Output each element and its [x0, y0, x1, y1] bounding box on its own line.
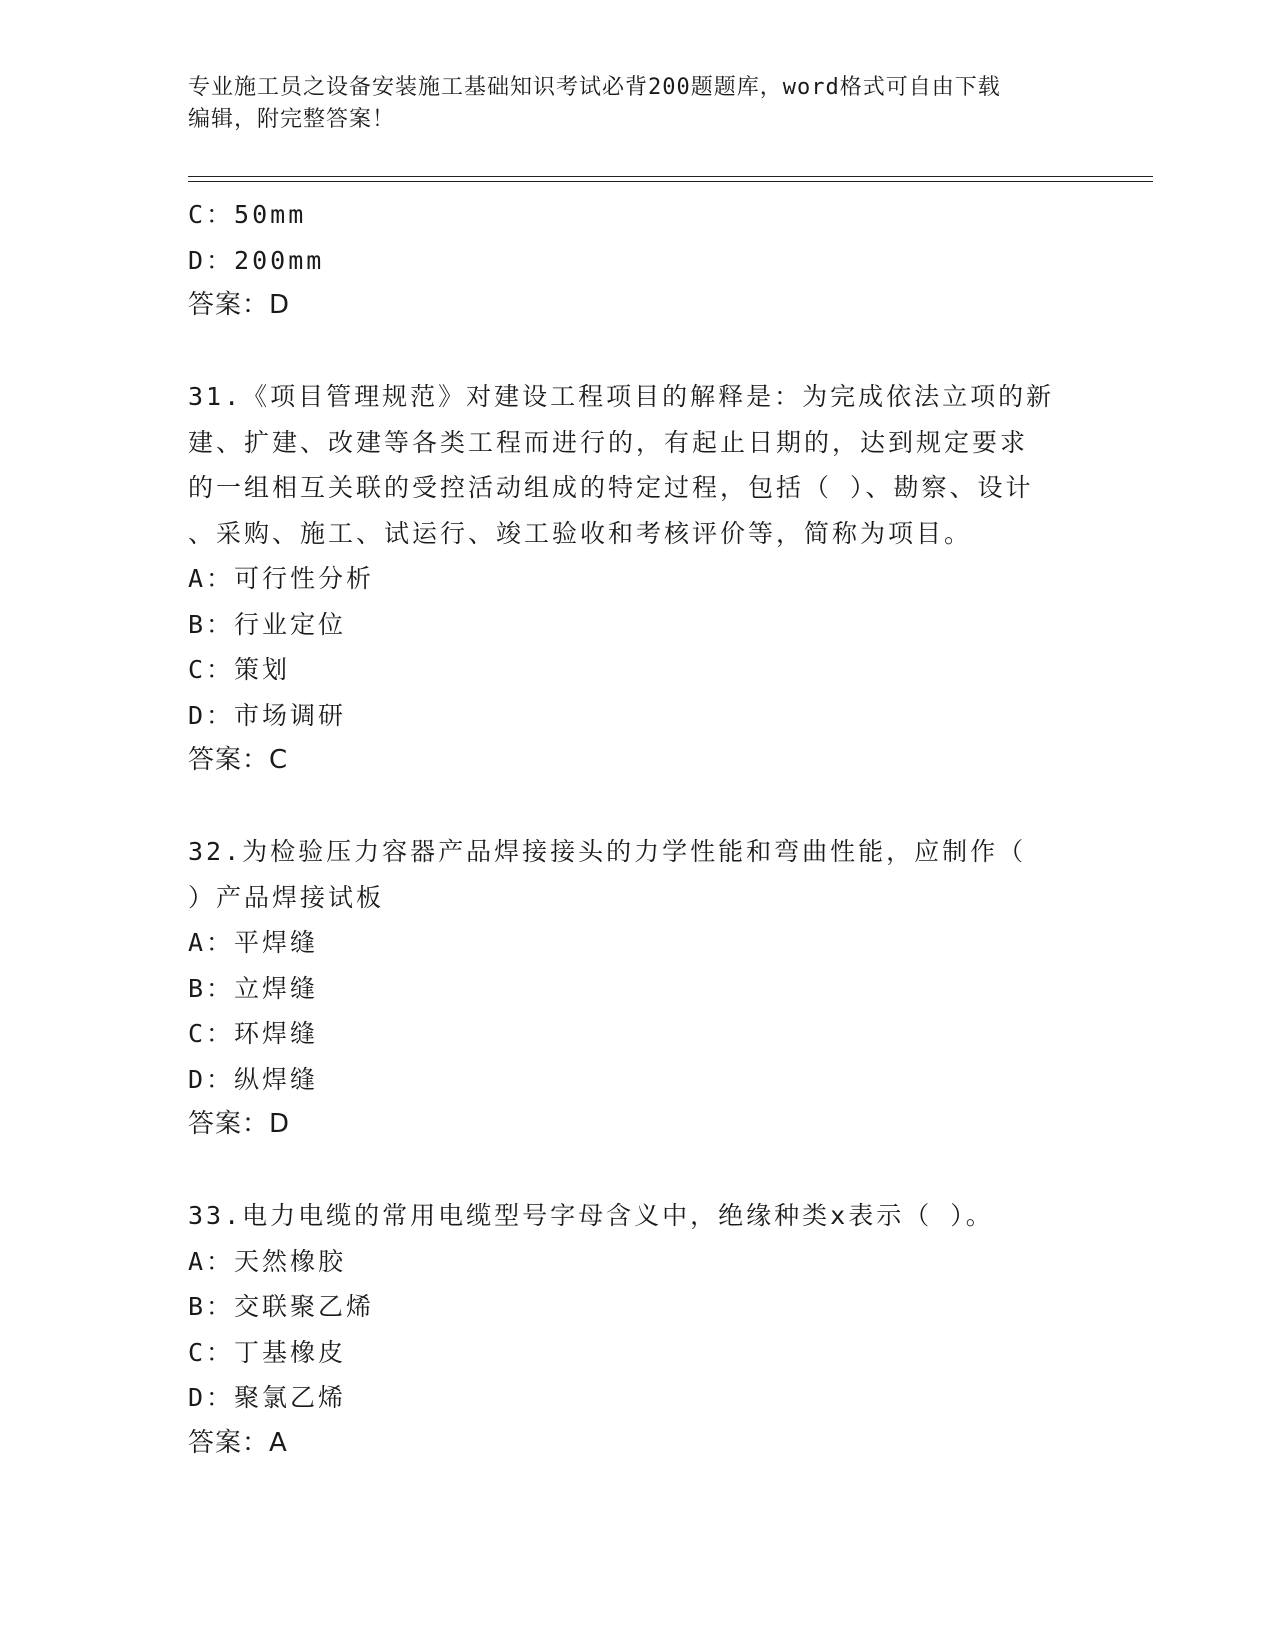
question-stem-line: 建、扩建、改建等各类工程而进行的，有起止日期的，达到规定要求: [188, 427, 1029, 457]
answer-line: 答案：C: [188, 745, 289, 775]
option-a: A：平焊缝: [188, 928, 319, 957]
header-divider-top: [188, 176, 1153, 177]
header-title-line-1: 专业施工员之设备安装施工基础知识考试必背200题题库，word格式可自由下载: [188, 75, 1001, 100]
header-divider-bottom: [188, 181, 1153, 182]
option-c: C：策划: [188, 655, 291, 684]
carryover-block: [188, 192, 1088, 329]
answer-line: 答案：A: [188, 1427, 288, 1458]
answer-line: 答案：D: [188, 1109, 291, 1139]
option-b: B：立焊缝: [188, 973, 319, 1003]
question-stem-line: 32.为检验压力容器产品焊接接头的力学性能和弯曲性能，应制作（: [188, 837, 1027, 866]
question-stem-line: ）产品焊接试板: [188, 882, 385, 912]
option-c: C：50mm: [188, 200, 307, 229]
question-stem-line: 31.《项目管理规范》对建设工程项目的解释是：为完成依法立项的新: [188, 382, 1055, 411]
option-b: B：行业定位: [188, 609, 347, 639]
option-d: D：纵焊缝: [188, 1064, 319, 1094]
question-stem-line: 33.电力电缆的常用电缆型号字母含义中，绝缘种类x表示（ ）。: [188, 1201, 994, 1230]
option-c: C：丁基橡皮: [188, 1337, 347, 1367]
question-stem-line: 、采购、施工、试运行、竣工验收和考核评价等，简称为项目。: [188, 518, 973, 548]
question-stem-line: 的一组相互关联的受控活动组成的特定过程，包括（ ）、勘察、设计: [188, 473, 1034, 502]
document-header: [188, 72, 1088, 136]
option-d: D：聚氯乙烯: [188, 1383, 347, 1412]
option-d: D：200mm: [188, 245, 325, 275]
question-31: [188, 374, 1088, 784]
answer-line: 答案：D: [188, 290, 291, 320]
question-content: [188, 192, 1088, 1466]
option-b: B：交联聚乙烯: [188, 1292, 375, 1321]
header-title-line-2: 编辑，附完整答案！: [188, 107, 396, 132]
option-a: A：天然橡胶: [188, 1246, 347, 1276]
question-33: [188, 1193, 1088, 1466]
option-c: C：环焊缝: [188, 1019, 319, 1048]
option-a: A：可行性分析: [188, 564, 375, 593]
question-32: [188, 829, 1088, 1148]
option-d: D：市场调研: [188, 700, 347, 730]
